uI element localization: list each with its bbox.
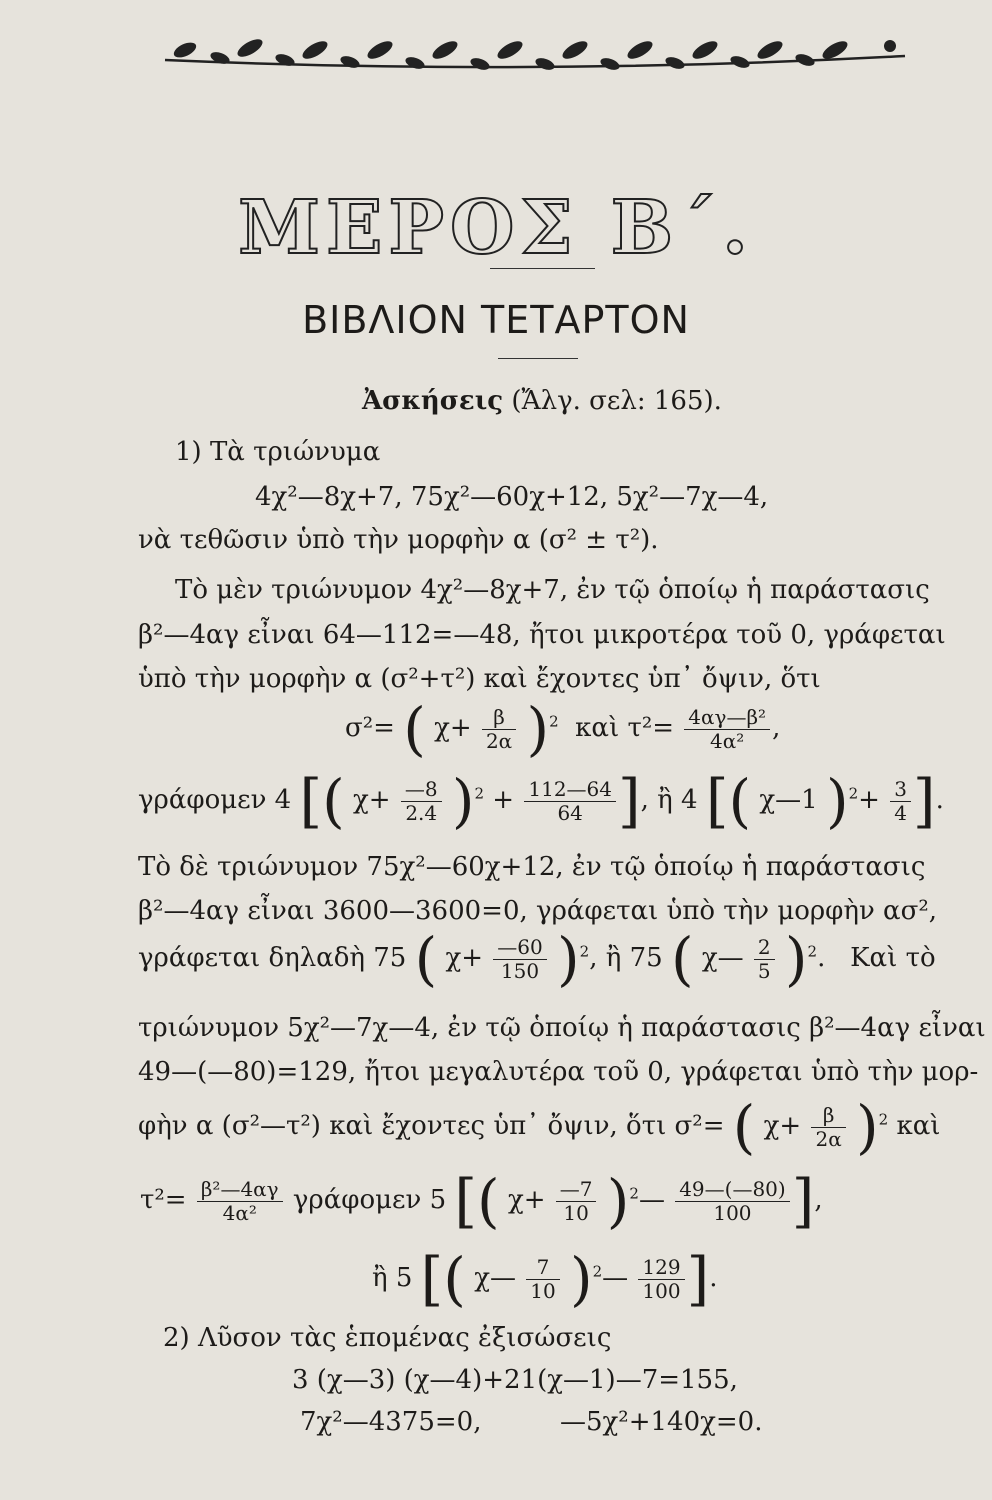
title-rule <box>490 268 595 269</box>
equation-2: γράφομεν 4 [( χ+ $\frac{—8}{2.4}$ )$^2$ + $\frac{112—64}{64}$ ], ἢ 4 [( χ—1 )$^2$+ $\frac{3}{4}$ ]. <box>138 767 944 835</box>
book-title: ΒΙΒΛΙΟΝ ΤΕΤΑΡΤΟΝ <box>302 298 690 342</box>
part-title: ΜΕΡΟΣ Β΄. <box>238 185 754 271</box>
eq3-x: χ+ <box>445 943 484 973</box>
eq2-text: γράφομεν 4 <box>138 785 292 815</box>
eq5-fraction-3: $\frac{49—(—80)}{100}$ <box>675 1178 790 1225</box>
eq5-x: χ+ <box>507 1185 546 1215</box>
eq2-fraction-2: $\frac{112—64}{64}$ <box>524 778 616 825</box>
exercises-heading-line <box>362 386 722 416</box>
eq4-x: χ+ <box>763 1111 802 1141</box>
eq1-fraction: $\frac{\beta}{2\alpha}$ <box>482 706 516 753</box>
paragraph-3-line-2: 49—(—80)=129, ἤτοι μεγαλυτέρα τοῦ 0, γράφεται ὑπὸ τὴν μορ- <box>138 1057 979 1087</box>
eq5-left: τ²= <box>140 1185 187 1215</box>
eq2-x2: χ—1 <box>759 785 818 815</box>
eq3-tail: Καὶ τὸ <box>850 943 936 973</box>
paren-open: ( <box>403 695 426 763</box>
eq3-fraction: $\frac{—60}{150}$ <box>493 936 546 983</box>
eq3-text: γράφεται δηλαδὴ 75 <box>138 943 407 973</box>
eq2-or: ἢ 4 <box>657 785 698 815</box>
eq5-fraction-2: $\frac{—7}{10}$ <box>556 1178 597 1225</box>
exercise-2-label: 2) Λῦσον τὰς ἑπομένας ἐξισώσεις <box>163 1323 612 1353</box>
equation-3: γράφεται δηλαδὴ 75 ( χ+ $\frac{—60}{150}$ )$^2$, ἢ 75 ( χ— $\frac{2}{5}$ )$^2$. Καὶ τὸ <box>138 925 936 993</box>
paragraph-1-line-3: ὑπὸ τὴν μορφὴν α (σ²+τ²) καὶ ἔχοντες ὑπ᾽ ὄψιν, ὅτι <box>138 664 821 694</box>
eq6-x: χ— <box>474 1263 516 1293</box>
equation-6: ἢ 5 [( χ— $\frac{7}{10}$ )$^2$— $\frac{129}{100}$ ]. <box>372 1245 718 1313</box>
exercise-1-trinomials: 4χ²—8χ+7, 75χ²—60χ+12, 5χ²—7χ—4, <box>255 482 769 512</box>
exercise-2-equation-3: —5χ²+140χ=0. <box>560 1407 763 1437</box>
exercise-1-form: νὰ τεθῶσιν ὑπὸ τὴν μορφὴν α (σ² ± τ²). <box>138 525 659 555</box>
paragraph-2-line-2: β²—4αγ εἶναι 3600—3600=0, γράφεται ὑπὸ τὴν μορφὴν ασ², <box>138 896 938 926</box>
floral-ornament <box>155 32 915 82</box>
eq6-fraction: $\frac{7}{10}$ <box>526 1256 559 1303</box>
eq2-fraction: $\frac{—8}{2.4}$ <box>401 778 442 825</box>
paragraph-3-line-1: τριώνυμον 5χ²—7χ—4, ἐν τῷ ὁποίῳ ἡ παράστασις β²—4αγ εἶναι <box>138 1013 986 1043</box>
exercises-reference: (Ἄλγ. σελ: 165). <box>511 386 722 416</box>
exercises-heading: Ἀσκήσεις <box>362 386 504 416</box>
eq2-fraction-3: $\frac{3}{4}$ <box>890 778 911 825</box>
eq1-fraction-2: $\frac{\text{4αγ—β²}}{\text{4α²}}$ <box>684 706 770 753</box>
exercise-1-label: 1) Τὰ τριώνυμα <box>175 437 381 467</box>
eq3-x2: χ— <box>701 943 744 973</box>
eq4-and: καὶ <box>896 1111 941 1141</box>
paragraph-1-line-2: β²—4αγ εἶναι 64—112=—48, ἤτοι μικροτέρα τοῦ 0, γράφεται <box>138 620 946 650</box>
equation-1: σ²= ( χ+ $\frac{\beta}{2\alpha}$ )$^2$ καὶ τ²= $\frac{\text{4αγ—β²}}{\text{4α²}}$ , <box>345 695 781 763</box>
equation-4: φὴν α (σ²—τ²) καὶ ἔχοντες ὑπ᾽ ὄψιν, ὅτι σ²= ( χ+ $\frac{\beta}{2\alpha}$ )$^2$ καὶ <box>138 1093 941 1161</box>
paragraph-1-line-1: Τὸ μὲν τριώνυμον 4χ²—8χ+7, ἐν τῷ ὁποίῳ ἡ παράστασις <box>175 575 930 605</box>
eq1-x: χ+ <box>434 713 472 743</box>
eq6-or: ἢ 5 <box>372 1263 413 1293</box>
paragraph-2-line-1: Τὸ δὲ τριώνυμον 75χ²—60χ+12, ἐν τῷ ὁποίῳ ἡ παράστασις <box>138 852 926 882</box>
exercise-2-equation-1: 3 (χ—3) (χ—4)+21(χ—1)—7=155, <box>292 1365 738 1395</box>
eq6-fraction-2: $\frac{129}{100}$ <box>638 1256 684 1303</box>
eq1-left: σ²= <box>345 713 395 743</box>
eq5-text: γράφομεν 5 <box>292 1185 447 1215</box>
exercise-2-equation-2: 7χ²—4375=0, <box>300 1407 482 1437</box>
paragraph-3-line-3: φὴν α (σ²—τ²) καὶ ἔχοντες ὑπ᾽ ὄψιν, ὅτι σ²= <box>138 1111 725 1141</box>
equation-5: τ²= $\frac{\text{β²—4αγ}}{\text{4α²}}$ γράφομεν 5 [( χ+ $\frac{—7}{10}$ )$^2$— $\frac{49—(—80)}{100}$ ], <box>140 1167 823 1235</box>
eq4-fraction: $\frac{\beta}{2\alpha}$ <box>811 1104 845 1151</box>
eq3-or: ἢ 75 <box>605 943 663 973</box>
eq2-x: χ+ <box>353 785 391 815</box>
paren-close: ) <box>526 695 550 763</box>
eq1-and: καὶ τ²= <box>575 713 675 743</box>
eq3-fraction-2: $\frac{2}{5}$ <box>754 936 775 983</box>
eq5-fraction: $\frac{\text{β²—4αγ}}{\text{4α²}}$ <box>197 1178 283 1225</box>
subtitle-rule <box>498 358 578 359</box>
